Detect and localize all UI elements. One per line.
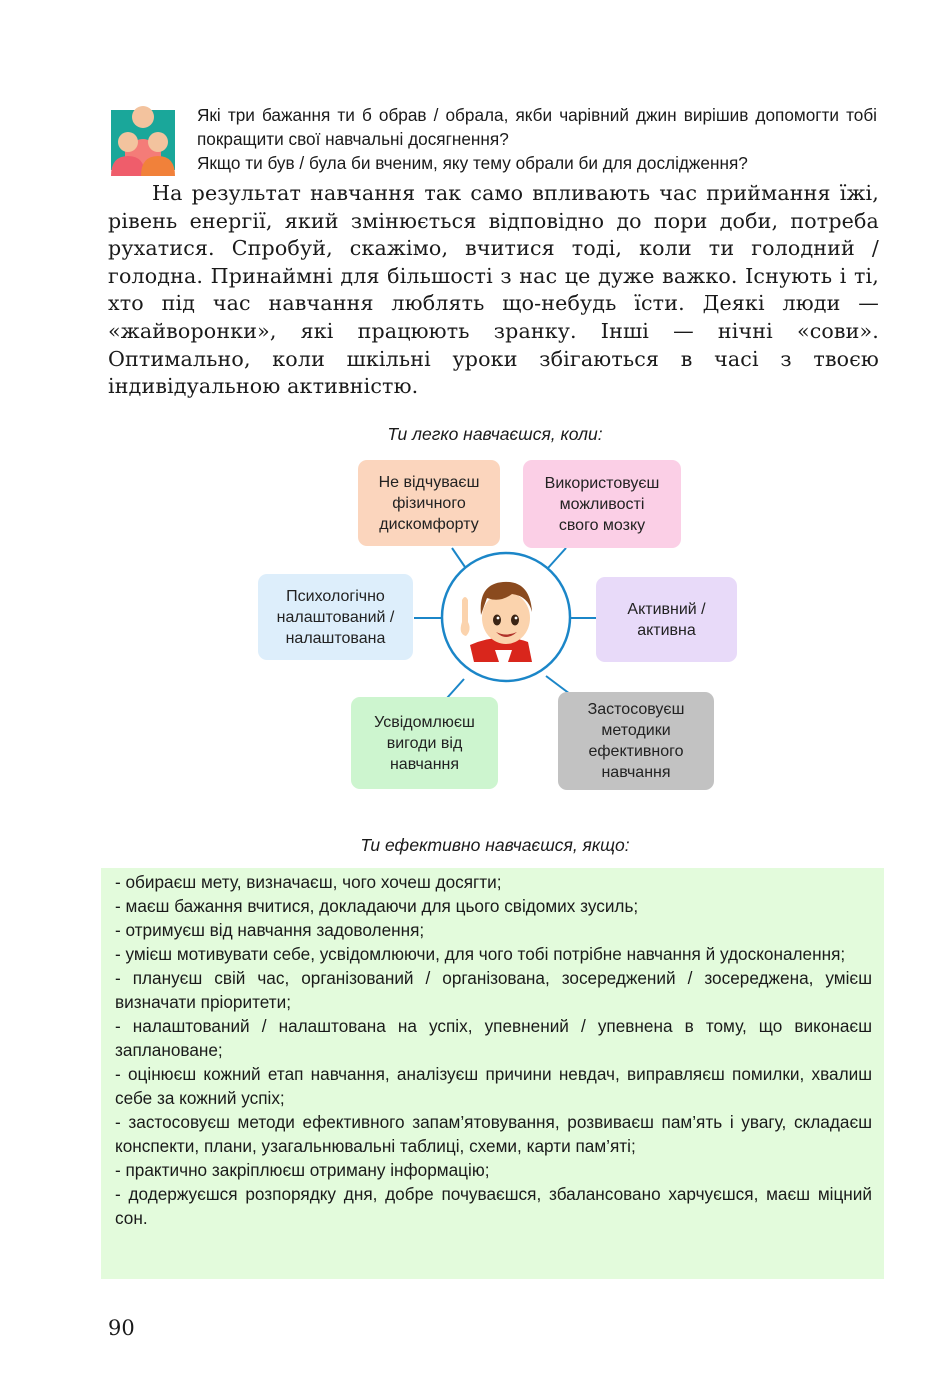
list-item: - маєш бажання вчитися, докладаючи для цього свідомих зусиль; (115, 896, 639, 916)
question-1: Які три бажання ти б обрав / обрала, якби чарівний джин вирішив допомогти тобі покращити свої навчальні досягнення? (197, 105, 877, 149)
connector-line (548, 548, 566, 568)
connector-line (447, 679, 464, 698)
group-discussion-icon (111, 104, 175, 176)
box-effective-methods: Застосовуєш методики ефективного навчання (558, 692, 714, 790)
reflection-questions (197, 103, 877, 175)
list-item: - додержуєшся розпорядку дня, добре почуваєшся, збалансовано харчуєшся, маєш міцний сон. (115, 1184, 872, 1228)
box-active: Активний / активна (596, 577, 737, 662)
list-item: - застосовуєш методи ефективного запам’ятовування, розвиваєш пам’ять і увагу, складаєш конспекти, плани, узагальнювальні таблиці, схеми, карти пам’яті; (115, 1112, 872, 1156)
box-benefits: Усвідомлюєш вигоди від навчання (351, 697, 498, 789)
effective-caption: Ти ефективно навчаєшся, якщо: (360, 835, 630, 855)
list-item: - плануєш свій час, організований / організована, зосереджений / зосереджена, умієш визначати пріоритети; (115, 968, 872, 1012)
list-item: - налаштований / налаштована на успіх, упевнений / упевнена в тому, що виконаєш заплановане; (115, 1016, 872, 1060)
list-item: - оцінюєш кожний етап навчання, аналізуєш причини невдач, виправляєш помилки, хвалиш себе за кожний успіх; (115, 1064, 872, 1108)
question-2: Якщо ти був / була би вченим, яку тему обрали би для дослідження? (197, 153, 748, 173)
effective-list (115, 870, 872, 1230)
box-brain-abilities: Використовуєш можливості свого мозку (523, 460, 681, 548)
box-no-discomfort: Не відчуваєш фізичного дискомфорту (358, 460, 500, 546)
smiling-boy-icon (461, 582, 532, 662)
page-number: 90 (108, 1316, 135, 1340)
diagram-caption: Ти легко навчаєшся, коли: (387, 424, 603, 444)
list-item: - практично закріплюєш отриману інформацію; (115, 1160, 490, 1180)
box-psychologically-ready: Психологічно налаштований / налаштована (258, 574, 413, 660)
main-paragraph: На результат навчання так само впливають час приймання їжі, рівень енергії, який змінюється відповідно до пори доби, потреба рухатися. Спробуй, скажімо, вчитися тоді, коли ти голодний / голодна. Принаймні для більшості з нас це дуже важко. Існують і ті, хто під час навчання люблять що-небудь їсти. Деякі люди — «жайворонки», які працюють зранку. Інші — нічні «сови». Оптимально, коли шкільні уроки збігаються в часі з твоєю індивідуальною активністю. (108, 181, 879, 399)
list-item: - умієш мотивувати себе, усвідомлюючи, для чого тобі потрібне навчання й удосконалення; (115, 944, 846, 964)
center-circle (442, 553, 570, 681)
list-item: - обираєш мету, визначаєш, чого хочеш досягти; (115, 872, 502, 892)
list-item: - отримуєш від навчання задоволення; (115, 920, 425, 940)
connector-line (452, 548, 465, 567)
